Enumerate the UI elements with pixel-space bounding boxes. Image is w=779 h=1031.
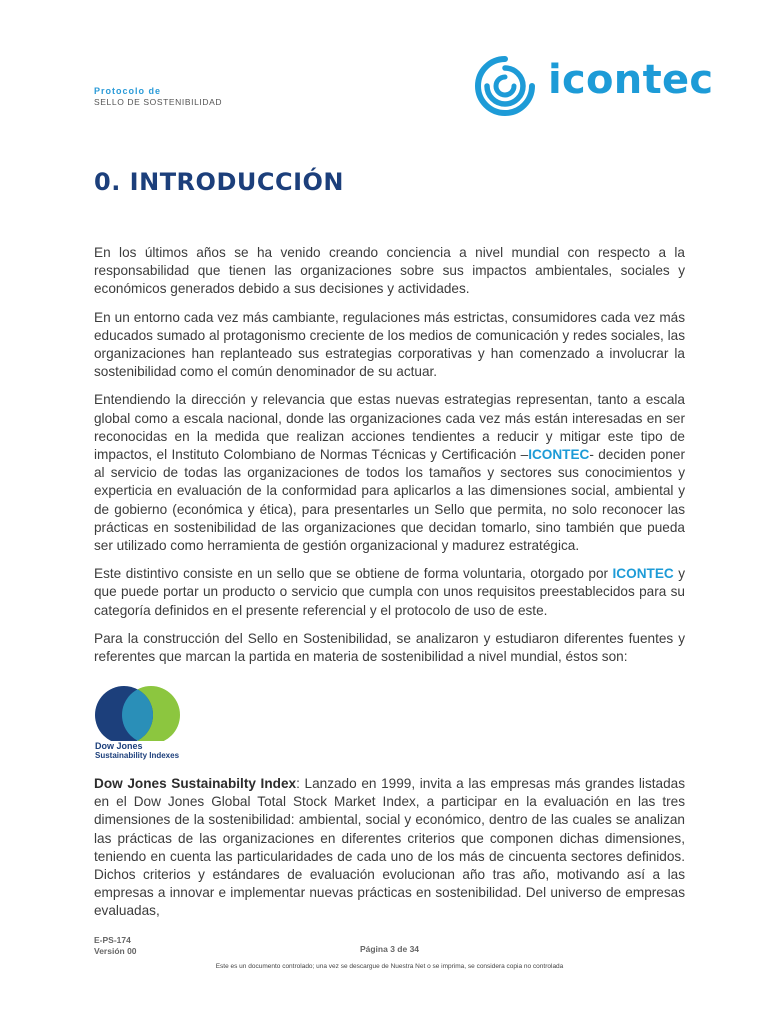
paragraph <box>94 775 685 921</box>
icontec-mention: ICONTEC <box>612 566 674 582</box>
djsi-logo-line2: Sustainability Indexes <box>95 751 180 760</box>
djsi-logo <box>94 685 194 765</box>
document-version: Versión 00 <box>94 946 137 956</box>
document-header <box>94 85 222 108</box>
header-protocol-label: Protocolo de <box>94 86 162 96</box>
icontec-logo <box>472 55 714 117</box>
icontec-wordmark: icontec <box>548 57 714 103</box>
introduction-body <box>94 244 685 676</box>
paragraph-text: - deciden poner al servicio de todas las organizaciones de todos los tamaños y sectores sus conocimientos y experticia en evaluación de la conformidad para aplicarlos a las dimensiones social, ambiental y de gobierno (económica y ética), para presentarles un Sello que permita, no solo reconocer las prácticas en sostenibilidad de las organizaciones que decidan tomarlo, sino también que pueda ser utilizado como herramienta de gestión organizacional y madurez estratégica. <box>94 447 685 554</box>
paragraph-text: Entendiendo la dirección y relevancia que estas nuevas estrategias representan, tanto a escala global como a escala nacional, donde las organizaciones cada vez más están interesadas en ser reconocidas en la medida que realizan acciones tendientes a reducir y mitigar este tipo de impactos, el Instituto Colombiano de Normas Técnicas y Certificación – <box>94 392 685 463</box>
paragraph: En los últimos años se ha venido creando conciencia a nivel mundial con respecto a la responsabilidad que tienen las organizaciones sobre sus impactos ambientales, sociales y económicos generados debido a sus decisiones y actividades. <box>94 245 685 297</box>
controlled-document-note: Este es un documento controlado; una vez se descargue de Nuestra Net o se imprima, se considera copia no controlada <box>215 963 564 970</box>
header-document-title: SELLO DE SOSTENIBILIDAD <box>94 97 223 107</box>
djsi-logo-line1: Dow Jones <box>95 741 143 751</box>
document-code: E-PS-174 <box>94 935 131 945</box>
paragraph: Para la construcción del Sello en Sostenibilidad, se analizaron y estudiaron diferentes fuentes y referentes que marcan la partida en materia de sostenibilidad a nivel mundial, éstos son: <box>94 630 685 665</box>
paragraph-text: y que puede portar un producto o servicio que cumpla con unos requisitos preestablecidos para su categoría definidos en el presente referencial y el protocolo de uso de este. <box>94 566 685 618</box>
page-number: Página 3 de 34 <box>359 944 420 954</box>
djsi-heading: Dow Jones Sustainabilty Index <box>94 776 297 791</box>
icontec-mark-icon <box>472 55 542 117</box>
paragraph <box>94 565 685 620</box>
page-title: 0. INTRODUCCIÓN <box>94 168 344 196</box>
djsi-description <box>94 775 685 921</box>
paragraph: En un entorno cada vez más cambiante, regulaciones más estrictas, consumidores cada vez más educados sumado al protagonismo creciente de los medios de comunicación y redes sociales, las organizaciones han replanteado sus estrategias corporativas y han comenzado a involucrar la sostenibilidad como el común denominador de su actuar. <box>94 309 685 380</box>
paragraph <box>94 391 685 555</box>
djsi-circles-icon <box>94 685 194 741</box>
icontec-mention: ICONTEC <box>528 447 590 463</box>
paragraph-text: Este distintivo consiste en un sello que se obtiene de forma voluntaria, otorgado por <box>94 566 613 582</box>
paragraph-text: : Lanzado en 1999, invita a las empresas más grandes listadas en el Dow Jones Global Total Stock Market Index, a participar en la evaluación en las tres dimensiones de la sostenibilidad: ambiental, social y económico, dentro de las cuales se analizan las prácticas de las organizaciones en diferentes criterios que componen dichas dimensiones, teniendo en cuenta las particularidades de cada uno de los más de cincuenta sectores definidos. Dichos criterios y estándares de evaluación evolucionan año tras año, motivando así a las empresas a innovar e implementar nuevas prácticas en sostenibilidad. Del universo de empresas evaluadas, <box>94 776 685 919</box>
